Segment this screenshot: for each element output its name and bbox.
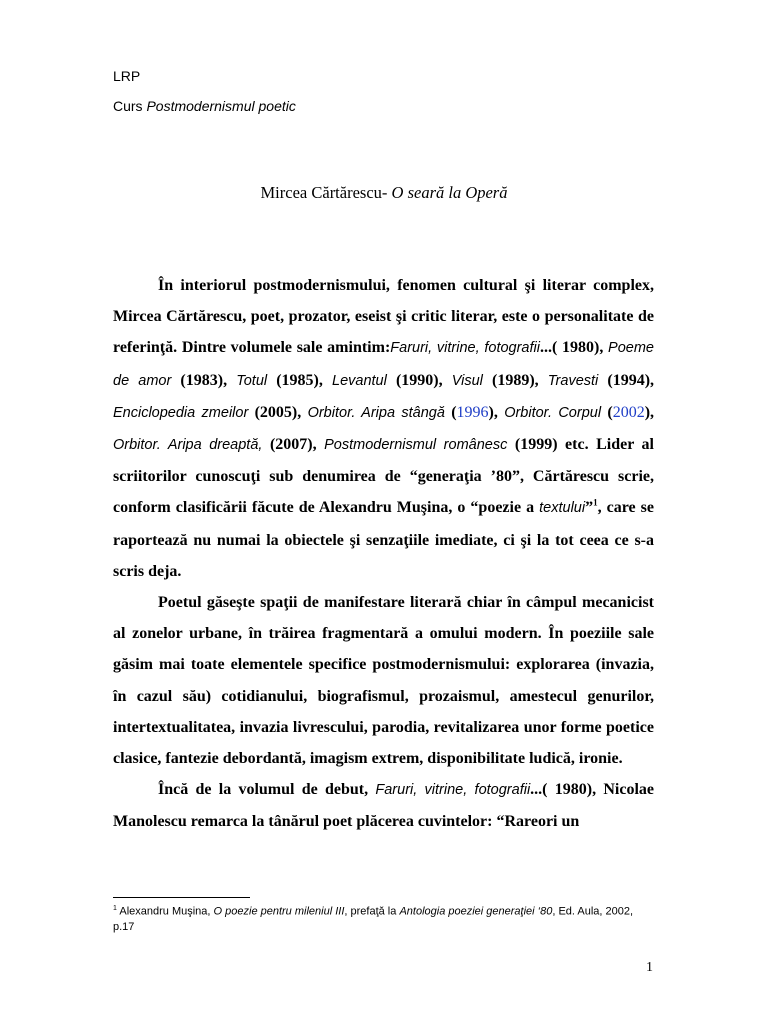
book-title: Orbitor. Aripa stângă <box>307 404 445 421</box>
footnote-separator <box>113 897 250 898</box>
year-link[interactable]: 2002 <box>612 403 645 421</box>
paragraph-2: Poetul găseşte spaţii de manifestare literară chiar în câmpul mecanicist al zonelor urbane, în trăirea fragmentară a omului modern. În poeziile sale găsim mai toate elementele specifice postmodernismului: explorarea (invazia, în cazul său) cotidianului, biografismul, prozaismul, amestecul genurilor, intertextualitatea, invazia livrescului, parodia, revitalizarea unor forme poetice clasice, fantezie debordantă, imagism extrem, disponibilitate ludică, ironie. <box>113 594 654 768</box>
text-run: (1994), <box>598 371 655 389</box>
book-title: Faruri, vitrine, fotografii <box>390 340 540 357</box>
text-run: (1985), <box>267 371 332 389</box>
book-title: Visul <box>451 372 483 389</box>
text-run: În interiorul postmodernismului, fenomen cultural şi literar complex, Mircea Cărtărescu, poet, prozator, eseist şi critic literar, este o personalitate de referinţă. Dintre volumele sale amintim: <box>113 277 654 357</box>
text-run: (1990), <box>386 371 452 389</box>
footnote-reference[interactable]: 1 <box>593 498 598 509</box>
paragraph-1 <box>113 270 654 587</box>
book-title: Antologia poeziei generaţiei ‘80 <box>399 905 553 918</box>
book-title: Postmodernismul românesc <box>324 437 508 454</box>
text-run: Încă de la volumul de debut, <box>158 781 376 799</box>
text-run: (1983), <box>171 371 237 389</box>
document-body <box>113 270 654 838</box>
emphasis-text: textului <box>539 500 586 517</box>
text-run: , Ed. Aula, 2002, p.17 <box>113 905 634 933</box>
text-run: (1989), <box>482 371 548 389</box>
text-run: , prefaţă la <box>344 905 400 918</box>
text-run: ), <box>644 403 655 421</box>
book-title: Faruri, vitrine, fotografii <box>375 782 531 799</box>
footnote-number: 1 <box>113 905 117 912</box>
text-run: ” <box>585 499 594 517</box>
year-link[interactable]: 1996 <box>456 403 489 421</box>
book-title: Enciclopedia zmeilor <box>113 404 249 421</box>
book-title: Orbitor. Aripa dreaptă, <box>113 437 263 454</box>
book-title: Travesti <box>547 372 599 389</box>
text-run: ...( 1980), <box>539 339 609 357</box>
text-run: Alexandru Muşina, <box>116 905 214 918</box>
course-prefix: Curs <box>113 98 147 114</box>
course-code: LRP <box>113 68 141 84</box>
book-title: Levantul <box>332 372 387 389</box>
title-work: O seară la Operă <box>391 183 508 202</box>
course-line <box>113 98 296 114</box>
text-run: ( <box>444 403 457 421</box>
text-run: (1999) etc. Lider al scriitorilor cunoscuţi sub denumirea de “generaţia ’80”, Cărtărescu scrie, conform clasificării făcute de Alexandru Muşina, o “poezie a <box>113 436 654 517</box>
book-title: O poezie pentru mileniul III <box>213 905 345 918</box>
footnote <box>113 901 654 935</box>
text-run: , care se raportează nu numai la obiectele şi senzaţiile imediate, ci şi la tot ceea ce s-a scris deja. <box>113 499 655 580</box>
page-number: 1 <box>646 960 653 975</box>
text-run: (2005), <box>248 403 308 421</box>
course-title: Postmodernismul poetic <box>146 98 296 114</box>
text-run: (2007), <box>262 436 325 454</box>
book-title: Totul <box>236 372 268 389</box>
book-title: Poeme de amor <box>113 340 654 389</box>
document-title <box>0 183 768 203</box>
text-run: ), <box>488 403 505 421</box>
title-author: Mircea Cărtărescu- <box>260 183 392 202</box>
text-run: ...( 1980), Nicolae Manolescu remarca la tânărul poet plăcerea cuvintelor: “Rareori un <box>113 781 654 831</box>
text-run: ( <box>601 403 613 421</box>
book-title: Orbitor. Corpul <box>504 404 602 421</box>
paragraph-3 <box>113 774 654 837</box>
